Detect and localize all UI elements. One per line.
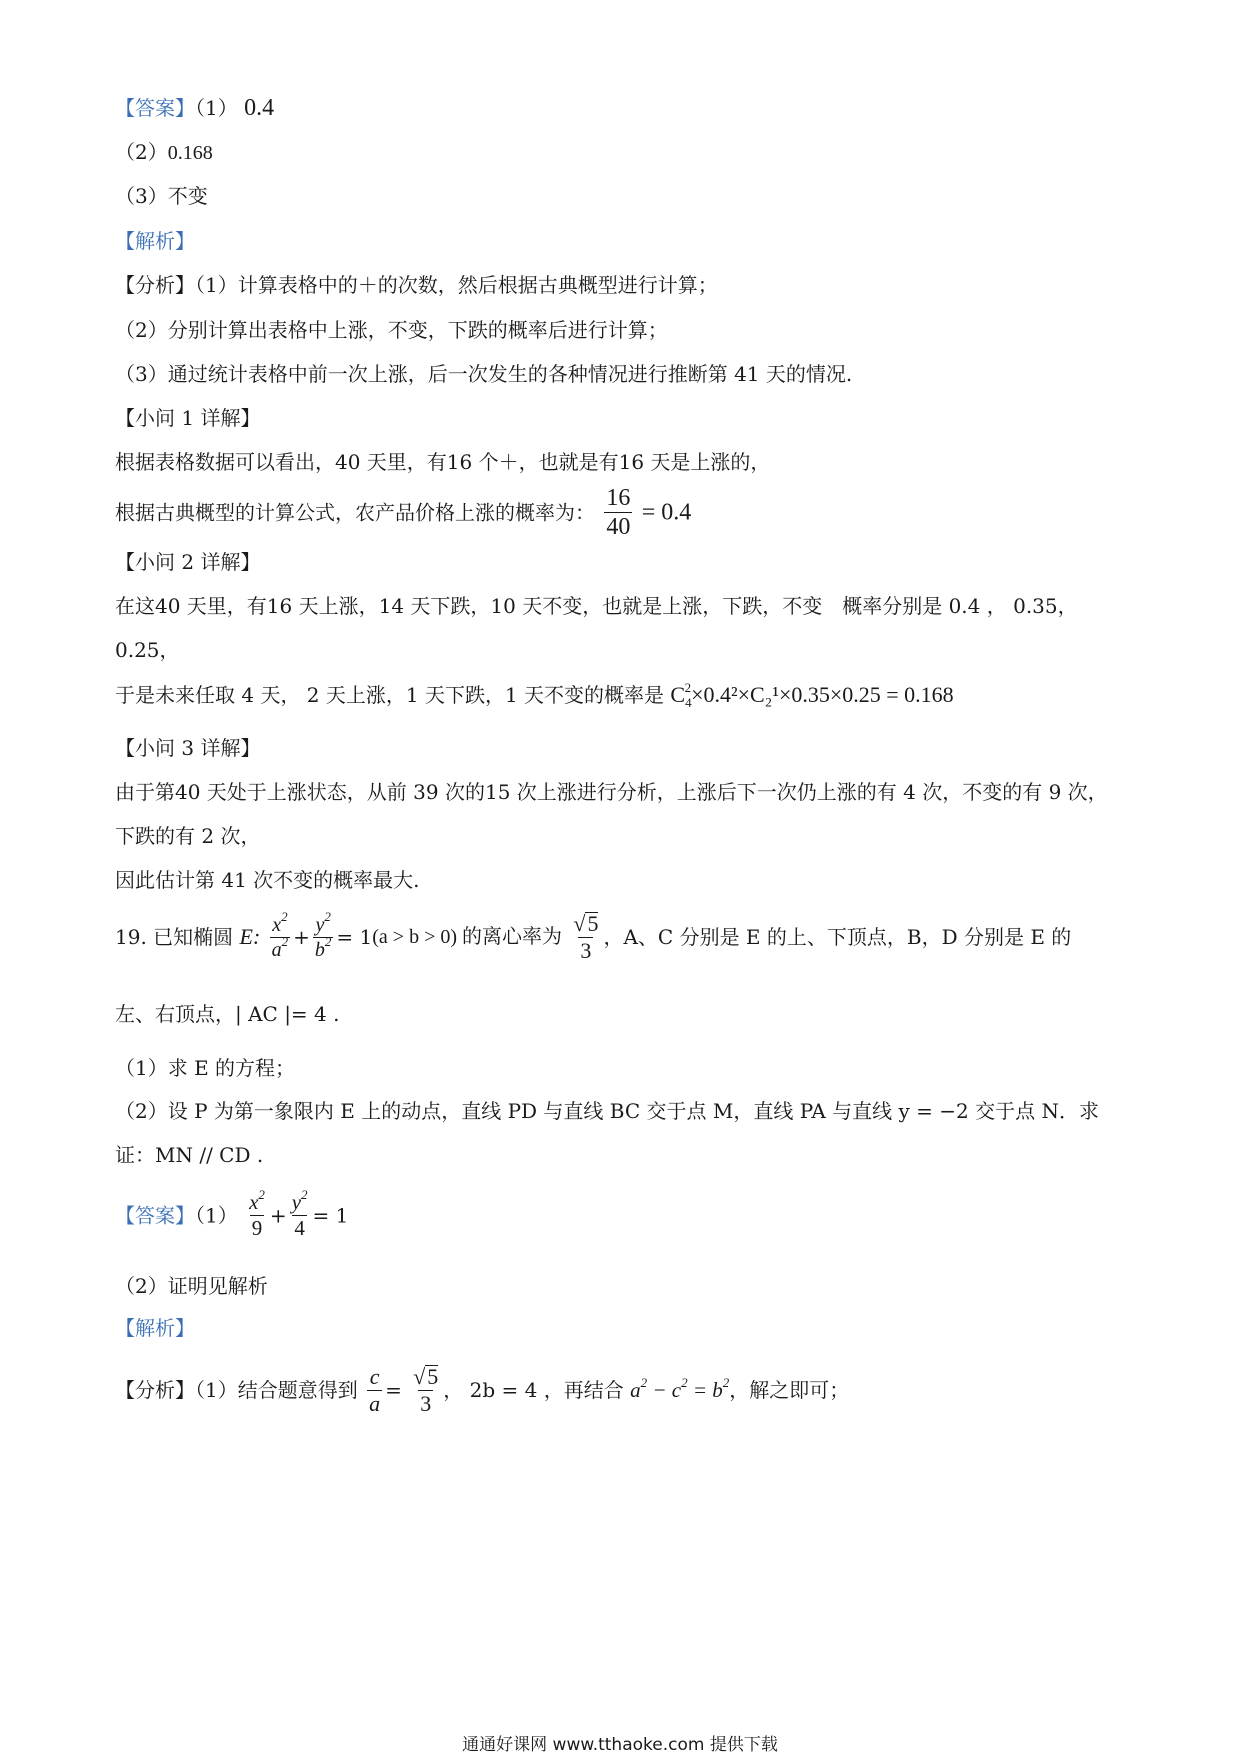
answer-2 [115,142,213,163]
q1-line-2 [115,486,691,539]
answer-label: （1） [195,1203,238,1228]
q3-line-1: 由于第40 天处于上涨状态，从前 39 次的15 次上涨进行分析，上涨后下一次仍上涨的有 4 次，不变的有 9 次， [115,780,1108,804]
q2-line-1: 在这40 天里，有16 天上涨，14 天下跌，10 天不变，也就是上涨，下跌，不变 概率分别是 0.4 ， 0.35， [115,594,1078,618]
answer-19-1: 【答案】（1） $\frac{x^2}{9}$ + $\frac{y^2}{4}$ = 1 [115,1187,349,1240]
problem-19-sub-1: （1）求 E 的方程； [115,1056,296,1080]
sub-question-2-heading: 【小问 2 详解】 [115,550,261,574]
answer-x-fraction: $\frac{x^2}{9}$ [249,1187,265,1240]
footer-watermark: 通通好课网 www.tthaoke.com 提供下载 [462,1735,778,1755]
answer-label: （2） [115,140,168,164]
answer-label: （1） [195,96,238,120]
problem-number: 19. [115,925,147,949]
answer-19-2: （2）证明见解析 [115,1274,268,1298]
jiexi-heading-2: 【解析】 [115,1316,195,1340]
formula-rest: ×0.4²×C₂¹×0.35×0.25 = 0.168 [691,682,954,707]
problem-19-sub-2b: 证：MN // CD . [115,1143,264,1167]
eccentricity-fraction: $\frac{√5}{3}$ [573,911,599,963]
answer-tag: 【答案】 [115,1203,195,1228]
answer-value: 0.4 [244,95,275,121]
x-term-fraction: $\frac{x^2}{a^2}$ [271,908,289,961]
sub-question-3-heading: 【小问 3 详解】 [115,736,261,760]
fraction-numerator: 16 [606,485,631,511]
answer-label: （3） [115,184,168,208]
q3-line-3: 因此估计第 41 次不变的概率最大. [115,868,420,892]
answer-3 [115,186,208,206]
fenxi-line-2: （2）分别计算出表格中上涨，不变，下跌的概率后进行计算； [115,318,668,342]
problem-19-line-2: 左、右顶点，| AC |= 4 . [115,1002,340,1026]
answer-y-fraction: $\frac{y^2}{4}$ [291,1187,308,1240]
fenxi-line-3: （3）通过统计表格中前一次上涨，后一次发生的各种情况进行推断第 41 天的情况. [115,362,853,386]
fenxi-line-1 [115,275,718,295]
q3-line-2: 下跌的有 2 次， [115,824,261,848]
answer-value: 0.168 [167,142,213,164]
q2-line-2: 0.25， [115,638,180,662]
fenxi-tag: 【分析】 [115,273,195,297]
q1-line-2-text: 根据古典概型的计算公式，农产品价格上涨的概率为： [115,500,595,525]
sqrt5-over-3-fraction: $\frac{√5}{3}$ [413,1364,439,1416]
q2-line-3 [115,680,954,710]
jiexi-heading: 【解析】 [115,229,195,253]
problem-post: ，A、C 分别是 E 的上、下顶点，B，D 分别是 E 的 [603,925,1072,949]
fraction-denominator: 40 [606,514,631,540]
q2-line-3-text: 于是未来任取 4 天， 2 天上涨，1 天下跌，1 天不变的概率是 [115,683,665,707]
problem-condition: (a > b > 0) 的离心率为 [372,926,563,948]
problem-pre: 已知椭圆 [153,925,234,949]
probability-fraction [604,486,632,539]
answer-value: 不变 [167,184,208,208]
combination-formula: $C_4^2\times 0.4^2\times C_2^1\times 0.35\times 0.25 = 0.168$ [670,680,954,710]
relation-formula: $a^2 - c^2 = b^2$ [630,1374,730,1402]
fraction-result: = 0.4 [641,499,692,526]
q1-line-1: 根据表格数据可以看出，40 天里，有16 个＋，也就是有16 天是上涨的， [115,450,771,474]
answer-tag: 【答案】 [115,96,195,120]
fenxi-text-1: （1）结合题意得到 [195,1378,358,1402]
y-term-fraction: $\frac{y^2}{b^2}$ [314,908,332,961]
fenxi-text: （1）计算表格中的＋的次数，然后根据古典概型进行计算； [195,273,718,297]
fenxi-tag: 【分析】 [115,1378,195,1402]
fenxi-text-3: ，解之即可； [729,1378,850,1402]
answer-1 [115,96,274,120]
problem-19-line-1: 19. 已知椭圆 E: $\frac{x^2}{a^2}$ + $\frac{y^2}{b^2}$ = 1(a > b > 0) 的离心率为 $\frac{√5}{3}$ ，A、C 分别是 E 的上、下顶点，B，D 分别是 E 的 [115,908,1072,963]
fenxi-text-2: ， 2b = 4 ，再结合 [443,1378,624,1402]
problem-19-sub-2a: （2）设 P 为第一象限内 E 上的动点，直线 PD 与直线 BC 交于点 M，直线 PA 与直线 y = −2 交于点 N．求 [115,1099,1099,1123]
c-over-a-fraction: $\frac{c}{a}$ [369,1363,381,1416]
ellipse-name: E: [239,924,261,949]
sub-question-1-heading: 【小问 1 详解】 [115,406,261,430]
fenxi-19-line: 【分析】（1）结合题意得到 $\frac{c}{a}$ = $\frac{√5}{3}$ ， 2b = 4 ，再结合 $a^2 - c^2 = b^2$，解之即可； [115,1363,850,1416]
